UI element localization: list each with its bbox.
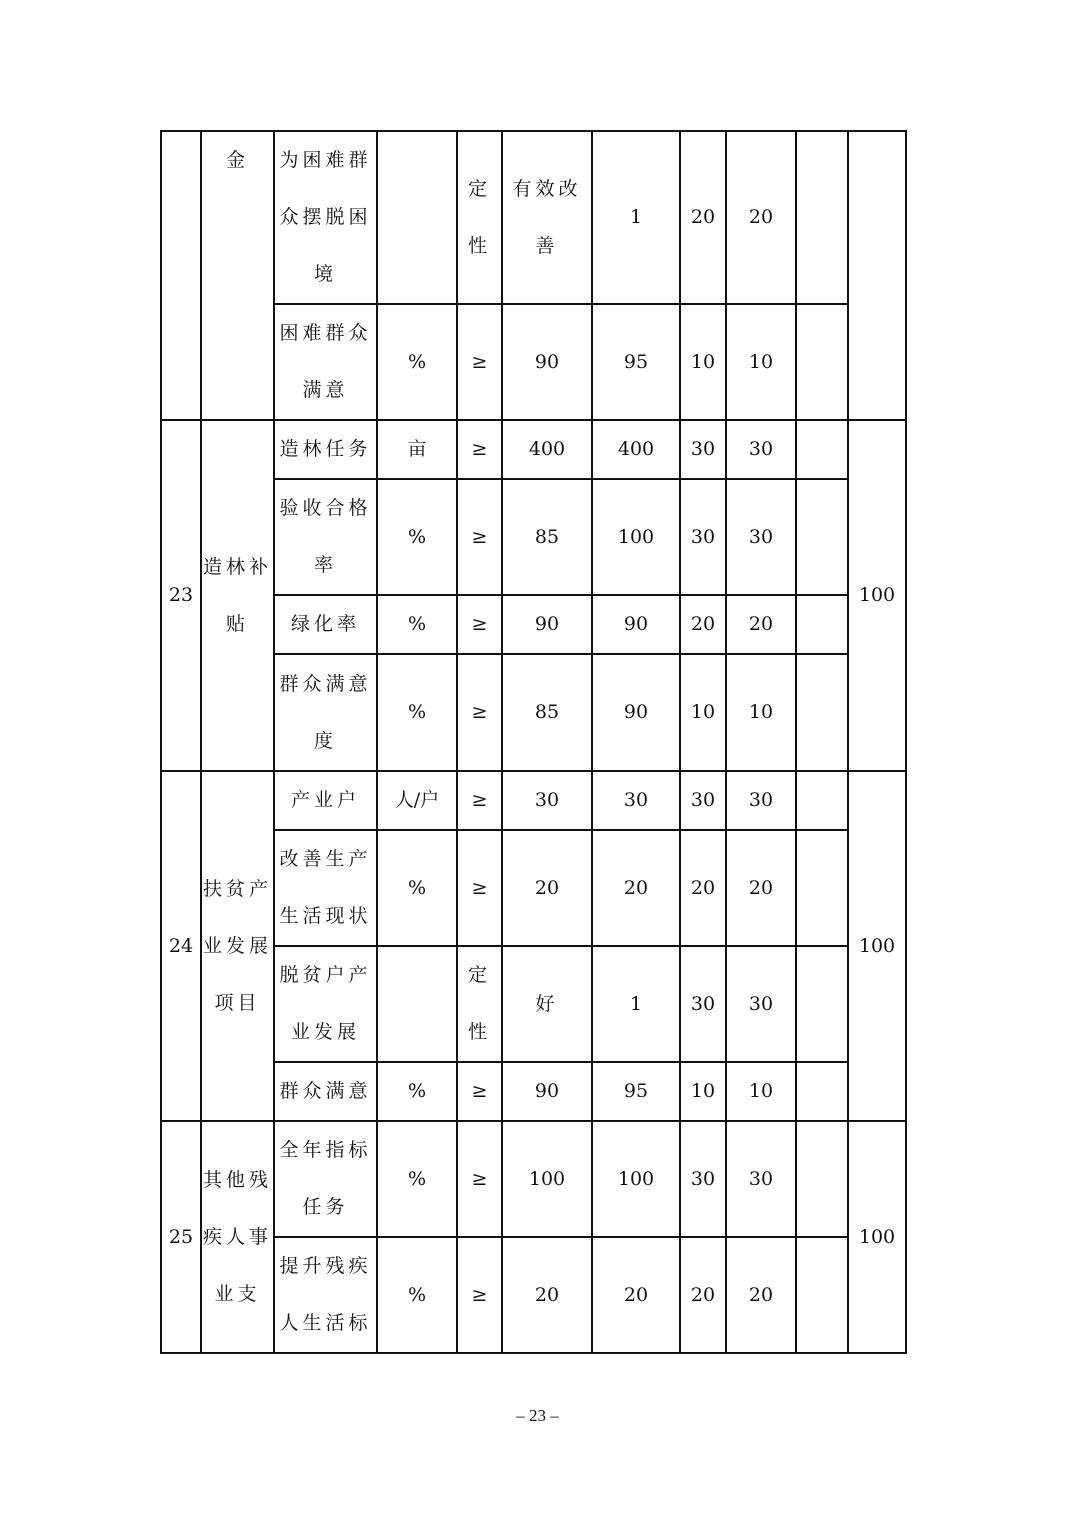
unit-cell: 亩 <box>377 420 457 479</box>
indicator-cell: 造林任务 <box>274 420 377 479</box>
indicator-cell: 验收合格率 <box>274 479 377 595</box>
weight-cell: 30 <box>680 771 726 830</box>
unit-cell: % <box>377 304 457 420</box>
unit-cell: % <box>377 479 457 595</box>
unit-cell: % <box>377 654 457 771</box>
unit-cell: % <box>377 1062 457 1121</box>
indicator-cell: 群众满意 <box>274 1062 377 1121</box>
indicator-cell: 困难群众满意 <box>274 304 377 420</box>
actual-cell: 1 <box>592 131 680 304</box>
operator-cell: ≥ <box>457 1121 502 1237</box>
actual-cell: 100 <box>592 1121 680 1237</box>
page-number: – 23 – <box>516 1406 559 1425</box>
score-cell: 10 <box>726 304 796 420</box>
remark-cell <box>796 420 848 479</box>
score-cell: 20 <box>726 830 796 946</box>
project-number-cell: 23 <box>161 420 201 771</box>
indicator-cell: 提升残疾人生活标 <box>274 1237 377 1353</box>
target-cell: 90 <box>502 304 592 420</box>
target-cell: 85 <box>502 479 592 595</box>
weight-cell: 10 <box>680 654 726 771</box>
weight-cell: 30 <box>680 1121 726 1237</box>
indicator-cell: 产业户 <box>274 771 377 830</box>
target-cell: 90 <box>502 1062 592 1121</box>
unit-cell <box>377 946 457 1062</box>
table-body <box>161 131 906 1353</box>
score-cell: 30 <box>726 946 796 1062</box>
weight-cell: 30 <box>680 946 726 1062</box>
score-cell: 20 <box>726 131 796 304</box>
score-cell: 20 <box>726 595 796 654</box>
remark-cell <box>796 1062 848 1121</box>
operator-cell: 定性 <box>457 946 502 1062</box>
remark-cell <box>796 1121 848 1237</box>
target-cell: 20 <box>502 1237 592 1353</box>
score-cell: 30 <box>726 771 796 830</box>
remark-cell <box>796 304 848 420</box>
indicator-cell: 为困难群众摆脱困境 <box>274 131 377 304</box>
table-row <box>161 131 906 304</box>
project-number-cell: 25 <box>161 1121 201 1353</box>
actual-cell: 100 <box>592 479 680 595</box>
operator-cell: ≥ <box>457 420 502 479</box>
table-row <box>161 771 906 830</box>
actual-cell: 1 <box>592 946 680 1062</box>
weight-cell: 20 <box>680 830 726 946</box>
weight-cell: 10 <box>680 1062 726 1121</box>
weight-cell: 30 <box>680 479 726 595</box>
remark-cell <box>796 654 848 771</box>
target-cell: 30 <box>502 771 592 830</box>
indicator-cell: 脱贫户产业发展 <box>274 946 377 1062</box>
table-row <box>161 420 906 479</box>
remark-cell <box>796 131 848 304</box>
unit-cell <box>377 131 457 304</box>
actual-cell: 20 <box>592 1237 680 1353</box>
project-number-cell: 24 <box>161 771 201 1121</box>
unit-cell: % <box>377 1237 457 1353</box>
score-cell: 30 <box>726 1121 796 1237</box>
target-cell: 有效改善 <box>502 131 592 304</box>
total-cell: 100 <box>848 1121 906 1353</box>
project-name-cell: 扶贫产业发展项目 <box>201 771 274 1121</box>
indicator-cell: 绿化率 <box>274 595 377 654</box>
score-cell: 10 <box>726 654 796 771</box>
remark-cell <box>796 771 848 830</box>
total-cell: 100 <box>848 420 906 771</box>
weight-cell: 20 <box>680 131 726 304</box>
actual-cell: 95 <box>592 304 680 420</box>
operator-cell: ≥ <box>457 830 502 946</box>
target-cell: 20 <box>502 830 592 946</box>
target-cell: 100 <box>502 1121 592 1237</box>
project-name-cell: 造林补贴 <box>201 420 274 771</box>
actual-cell: 90 <box>592 595 680 654</box>
weight-cell: 10 <box>680 304 726 420</box>
remark-cell <box>796 595 848 654</box>
score-cell: 10 <box>726 1062 796 1121</box>
actual-cell: 400 <box>592 420 680 479</box>
table-row <box>161 1121 906 1237</box>
remark-cell <box>796 946 848 1062</box>
operator-cell: ≥ <box>457 1062 502 1121</box>
unit-cell: % <box>377 830 457 946</box>
project-number-cell <box>161 131 201 420</box>
operator-cell: ≥ <box>457 654 502 771</box>
target-cell: 400 <box>502 420 592 479</box>
indicator-cell: 改善生产生活现状 <box>274 830 377 946</box>
indicator-cell: 全年指标任务 <box>274 1121 377 1237</box>
operator-cell: ≥ <box>457 479 502 595</box>
total-cell <box>848 131 906 420</box>
actual-cell: 95 <box>592 1062 680 1121</box>
target-cell: 好 <box>502 946 592 1062</box>
weight-cell: 20 <box>680 1237 726 1353</box>
actual-cell: 30 <box>592 771 680 830</box>
remark-cell <box>796 1237 848 1353</box>
operator-cell: ≥ <box>457 1237 502 1353</box>
project-name-cell: 其他残疾人事业支 <box>201 1121 274 1353</box>
target-cell: 90 <box>502 595 592 654</box>
unit-cell: % <box>377 1121 457 1237</box>
score-cell: 30 <box>726 420 796 479</box>
actual-cell: 20 <box>592 830 680 946</box>
operator-cell: ≥ <box>457 771 502 830</box>
weight-cell: 30 <box>680 420 726 479</box>
operator-cell: 定性 <box>457 131 502 304</box>
project-name-cell: 金 <box>201 131 274 420</box>
target-cell: 85 <box>502 654 592 771</box>
operator-cell: ≥ <box>457 304 502 420</box>
indicator-cell: 群众满意度 <box>274 654 377 771</box>
unit-cell: 人/户 <box>377 771 457 830</box>
score-cell: 30 <box>726 479 796 595</box>
score-cell: 20 <box>726 1237 796 1353</box>
remark-cell <box>796 479 848 595</box>
performance-table <box>160 130 907 1354</box>
unit-cell: % <box>377 595 457 654</box>
actual-cell: 90 <box>592 654 680 771</box>
weight-cell: 20 <box>680 595 726 654</box>
remark-cell <box>796 830 848 946</box>
total-cell: 100 <box>848 771 906 1121</box>
operator-cell: ≥ <box>457 595 502 654</box>
